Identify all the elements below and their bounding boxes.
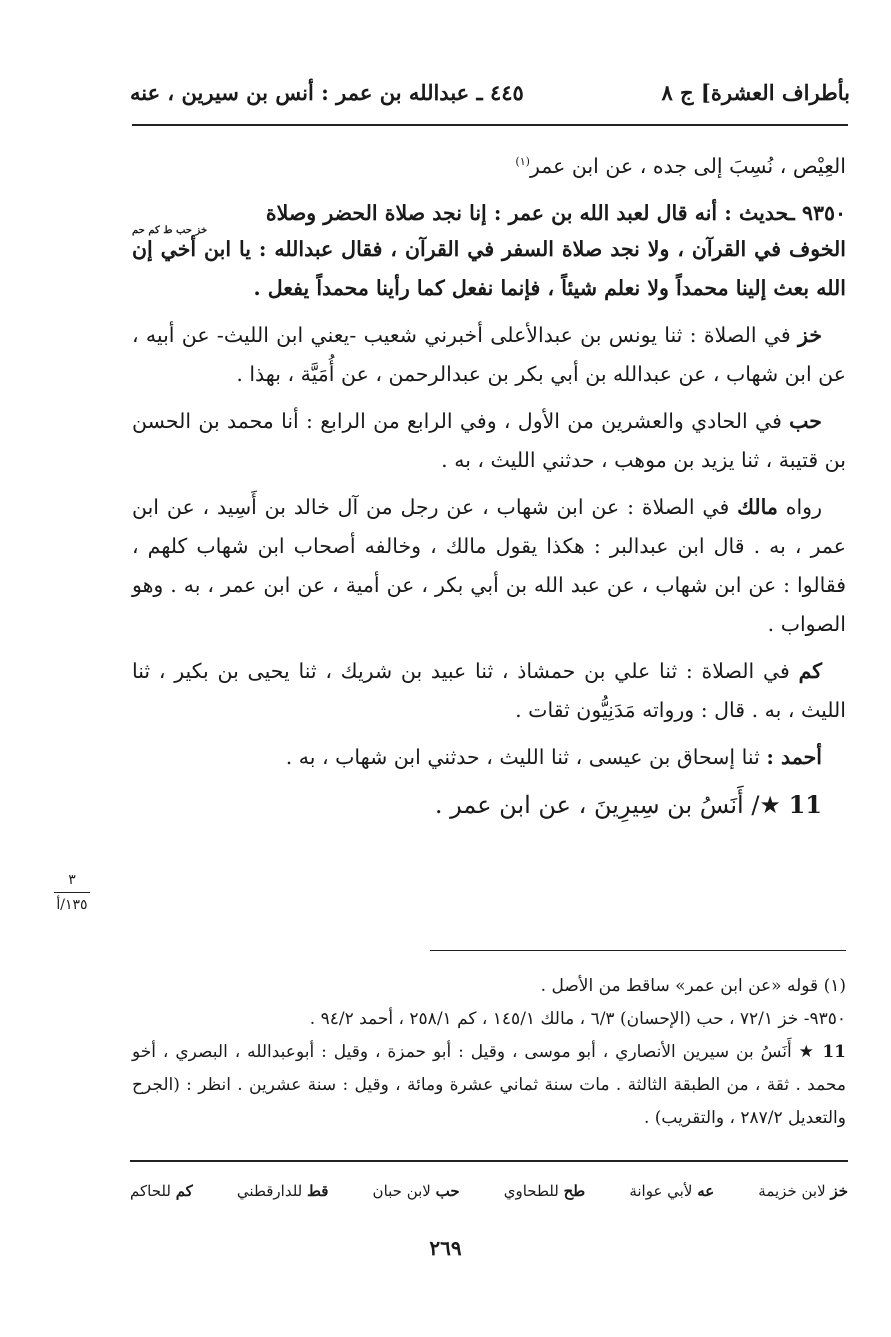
takhrij-hb: حب في الحادي والعشرين من الأول ، وفي الرابع من الرابع : أنا محمد بن الحسن بن قتيبة ، ثنا يزيد بن موهب ، حدثني الليث ، به .	[132, 408, 846, 472]
header-book-title: بأطراف العشرة] ج ٨	[661, 80, 850, 105]
footnote-1: (١) قوله «عن ابن عمر» ساقط من الأصل .	[540, 976, 846, 996]
margin-manuscript-ref: ٣ ١٣٥/أ	[48, 870, 96, 915]
hadith-9350	[132, 194, 846, 308]
star-icon: ★/	[751, 790, 781, 819]
legend-item: عه لأبي عوانة	[629, 1182, 715, 1200]
hadith-text-line1: أنه قال لعبد الله بن عمر : إنا نجد صلاة الحضر وصلاة	[265, 200, 718, 225]
legend-item: كم للحاكم	[130, 1182, 193, 1200]
footnote-rule	[430, 950, 846, 951]
narrator-entry-11: 11 ★/ أَنَسُ بن سِيرِينَ ، عن ابن عمر .	[434, 789, 822, 819]
footnote-ref: (١)	[515, 155, 530, 168]
main-text	[132, 142, 846, 833]
entry-number: 11	[788, 789, 822, 819]
source-abbr: كم	[798, 658, 822, 683]
footnote-bio: 11 ★ أَنَسُ بن سيرين الأنصاري ، أبو موسى ، وقيل : أبو حمزة ، وقيل : أبوعبدالله ، البصري ، أخو محمد . ثقة ، من الطبقة الثالثة . مات سنة ثماني عشرة ومائة ، وقيل : سنة عشرين . انظر : (الجرح والتعديل ٢٨٧/٢ ، والتقريب) .	[132, 1042, 847, 1128]
legend-rule	[130, 1160, 848, 1162]
star-icon: ★	[798, 1042, 816, 1062]
hadith-label: حديث :	[724, 200, 789, 225]
takhrij-ahmad: أحمد : ثنا إسحاق بن عيسى ، ثنا الليث ، حدثني ابن شهاب ، به .	[285, 744, 822, 769]
takhrij-malik: رواه مالك في الصلاة : عن ابن شهاب ، عن رجل من آل خالد بن أَسِيد ، عن ابن عمر ، به . قال ابن عبدالبر : هكذا يقول مالك ، وخالفه أصحاب ابن شهاب كلهم ، فقالوا : عن ابن شهاب ، عن عبد الله بن أبي بكر ، عن أمية ، عن ابن عمر ، به . وهو الصواب .	[132, 494, 846, 636]
header-section-title: ٤٤٥ ـ عبدالله بن عمر : أنس بن سيرين ، عنه	[130, 80, 524, 105]
hadith-number: ٩٣٥٠ ـ	[788, 200, 846, 225]
takhrij-khz: خز في الصلاة : ثنا يونس بن عبدالأعلى أخبرني شعيب -يعني ابن الليث- عن أبيه ، عن ابن شهاب ، عن عبدالله بن أبي بكر بن عبدالرحمن ، عن أُمَيَّة ، بهذا .	[132, 322, 846, 386]
source-abbr: أحمد :	[766, 744, 822, 769]
page-number: ٢٦٩	[429, 1236, 462, 1260]
source-abbr: مالك	[737, 494, 778, 519]
intro-line: العِيْص ، نُسِبَ إلى جده ، عن ابن عمر$^{(١)}$	[515, 153, 846, 178]
hadith-text: الخوف في القرآن ، ولا نجد صلاة السفر في القرآن ، فقال عبدالله : يا ابن أخي إن الله بعث إلينا محمداً ولا نعلم شيئاً ، فإنما نفعل كما رأينا محمداً يفعل .	[132, 236, 846, 300]
running-header	[130, 80, 850, 116]
sigla-marker: خز حب ط كم حم	[132, 224, 208, 236]
abbreviation-legend	[130, 1182, 848, 1200]
takhrij-km: كم في الصلاة : ثنا علي بن حمشاذ ، ثنا عبيد بن شريك ، ثنا يحيى بن بكير ، ثنا الليث ، به . قال : ورواته مَدَنِيُّون ثقات .	[132, 658, 846, 722]
footnotes	[132, 970, 846, 1135]
legend-item: قط للدارقطني	[236, 1182, 329, 1200]
source-abbr: حب	[789, 408, 822, 433]
legend-item: طح للطحاوي	[503, 1182, 586, 1200]
legend-item: خز لابن خزيمة	[758, 1182, 848, 1200]
source-abbr: خز	[798, 322, 822, 347]
legend-item: حب لابن حبان	[372, 1182, 460, 1200]
footnote-refs: ٩٣٥٠- خز ٧٢/١ ، حب (الإحسان) ٦/٣ ، مالك ١٤٥/١ ، كم ٢٥٨/١ ، أحمد ٩٤/٢ .	[309, 1009, 846, 1029]
header-rule	[132, 124, 848, 126]
margin-divider	[54, 892, 90, 893]
